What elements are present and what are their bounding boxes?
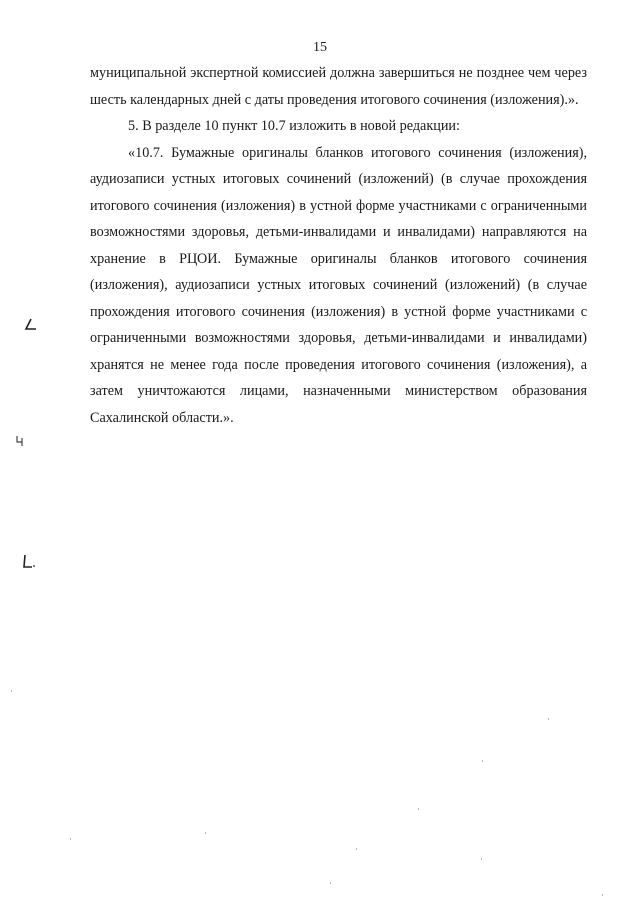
left-margin-mark-top [22,317,38,336]
paragraph-continuation: муниципальной экспертной комиссией должна завершиться не позднее чем через шесть календарных дней с даты проведения итогового сочинения (изложения).». [90,65,587,108]
scan-speck [548,718,549,720]
scan-speck [602,894,603,896]
scan-mark-icon [20,553,36,571]
left-margin-mark-bottom [20,553,36,574]
paragraph-section-10-7: «10.7. Бумажные оригиналы бланков итогового сочинения (изложения), аудиозаписи устных итоговых сочинений (изложений) (в случае прохождения итогового сочинения (изложения) в устной форме участниками с ограниченными возможностями здоровья, детьми-инвалидами и инвалидами) направляются на хранение в РЦОИ. Бумажные оригиналы бланков итогового сочинения (изложения), аудиозаписи устных итоговых сочинений (изложений) (в случае прохождения итогового сочинения (изложения) в устной форме участниками с ограниченными возможностями здоровья, детьми-инвалидами и инвалидами) хранятся не менее года после проведения итогового сочинения (изложения), а затем уничтожаются лицами, назначенными министерством образования Сахалинской области.». [90,144,587,426]
scan-speck [70,838,71,840]
scan-speck [418,808,419,810]
scan-mark-icon [22,317,38,333]
scan-speck [205,832,206,834]
page-number: 15 [313,40,327,55]
scan-speck [481,858,482,860]
scan-speck [330,882,331,884]
paragraph-item-5: 5. В разделе 10 пункт 10.7 изложить в новой редакции: [128,118,460,134]
scan-speck [11,690,12,692]
scan-speck [356,848,357,850]
scan-mark-icon [14,432,26,448]
document-body [90,60,587,431]
left-margin-mark-middle [14,432,26,451]
scan-speck [482,760,483,762]
